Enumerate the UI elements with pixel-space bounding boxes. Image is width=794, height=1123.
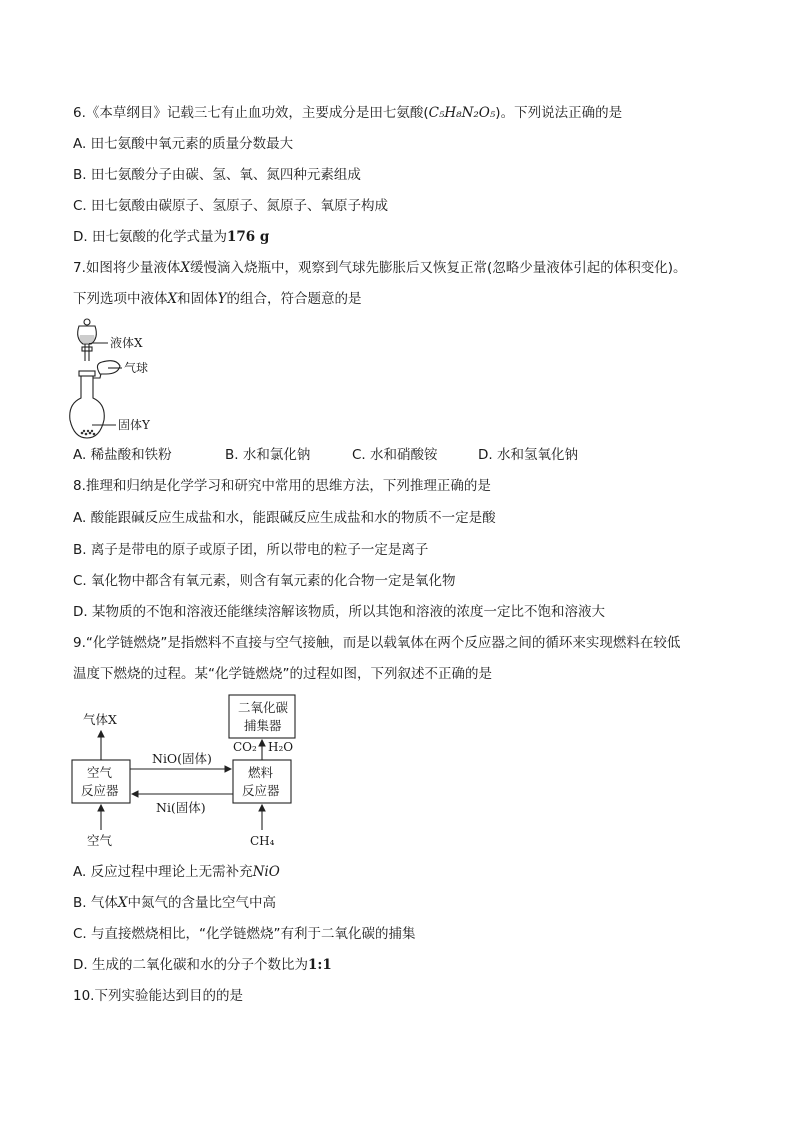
q8-option-d: D. 某物质的不饱和溶液还能继续溶解该物质，所以其饱和溶液的浓度一定比不饱和溶液大 <box>73 604 605 620</box>
q9-option-b-text: 中氮气的含量比空气中高 <box>127 895 276 911</box>
balloon <box>97 361 120 374</box>
q6-formula: C₅H₈N₂O₅ <box>428 105 496 121</box>
q9-option-b-text: B. 气体 <box>73 895 118 911</box>
q7-stem-part: 的组合，符合题意的是 <box>226 291 362 307</box>
q9-option-a <box>73 862 280 882</box>
q7-stem-line2 <box>73 289 362 309</box>
q7-var-x: X <box>180 260 191 276</box>
label-ch4: CH₄ <box>250 834 275 848</box>
flask-stopper <box>79 371 95 376</box>
q6-option-d-text: D. 田七氨酸的化学式量为 <box>73 229 227 245</box>
label-ni: Ni(固体) <box>156 800 206 815</box>
label-co2: CO₂ <box>233 740 257 754</box>
q9-formula-nio: NiO <box>252 864 280 880</box>
q8-option-c: C. 氧化物中都含有氧元素，则含有氧元素的化合物一定是氧化物 <box>73 573 456 589</box>
label-balloon: 气球 <box>124 361 149 375</box>
label-capture-1: 二氧化碳 <box>238 700 289 715</box>
q9-stem-line2: 温度下燃烧的过程。某“化学链燃烧”的过程如图，下列叙述不正确的是 <box>73 666 492 682</box>
flask-body <box>70 376 105 438</box>
funnel-stopcock <box>82 347 92 351</box>
label-gas-x: 气体X <box>83 712 117 727</box>
q7-stem-part: 和固体 <box>177 291 218 307</box>
q7-option-d: D. 水和氢氧化钠 <box>478 447 578 463</box>
q6-molar-mass: 176 g <box>226 229 270 245</box>
q7-stem-part: 7.如图将少量液体 <box>73 260 181 276</box>
q10-stem: 10.下列实验能达到目的的是 <box>73 988 243 1004</box>
funnel-stopper <box>84 319 90 325</box>
q7-stem-part: 缓慢滴入烧瓶中，观察到气球先膨胀后又恢复正常(忽略少量液体引起的体积变化)。 <box>190 260 687 276</box>
q9-option-c: C. 与直接燃烧相比，“化学链燃烧”有利于二氧化碳的捕集 <box>73 926 416 942</box>
solid-y-particles <box>81 430 96 436</box>
q8-option-a: A. 酸能跟碱反应生成盐和水，能跟碱反应生成盐和水的物质不一定是酸 <box>73 510 496 526</box>
q9-chemical-looping-diagram <box>70 690 310 850</box>
fuel-reactor-label-2: 反应器 <box>242 783 280 798</box>
q9-option-a-text: A. 反应过程中理论上无需补充 <box>73 864 253 880</box>
label-liquid-x: 液体X <box>110 336 143 350</box>
q7-flask-figure <box>64 316 184 441</box>
q6-option-b: B. 田七氨酸分子由碳、氢、氧、氮四种元素组成 <box>73 167 361 183</box>
q6-option-a: A. 田七氨酸中氧元素的质量分数最大 <box>73 136 294 152</box>
q9-option-d-text: D. 生成的二氧化碳和水的分子个数比为 <box>73 957 308 973</box>
q6-stem-suffix: )。下列说法正确的是 <box>495 105 623 121</box>
q9-var-x: X <box>117 895 128 911</box>
label-capture-2: 捕集器 <box>244 718 282 733</box>
q7-var-y: Y <box>217 291 227 307</box>
q7-stem-part: 下列选项中液体 <box>73 291 168 307</box>
label-solid-y: 固体Y <box>118 418 150 432</box>
q9-stem-line1: 9.“化学链燃烧”是指燃料不直接与空气接触，而是以载氧体在两个反应器之间的循环来实现燃料在较低 <box>73 635 681 651</box>
q7-var-x: X <box>167 291 178 307</box>
q6-stem <box>73 103 622 123</box>
q6-stem-text: 6.《本草纲目》记载三七有止血功效，主要成分是田七氨酸( <box>73 105 429 121</box>
label-nio: NiO(固体) <box>152 751 212 766</box>
q7-option-c: C. 水和硝酸铵 <box>352 447 438 463</box>
label-h2o: H₂O <box>268 740 294 754</box>
q9-option-d <box>73 955 332 975</box>
q7-stem-line1 <box>73 258 687 278</box>
q6-option-d <box>73 227 269 247</box>
q9-option-b <box>73 893 276 913</box>
q6-option-c: C. 田七氨酸由碳原子、氢原子、氮原子、氧原子构成 <box>73 198 389 214</box>
q8-option-b: B. 离子是带电的原子或原子团，所以带电的粒子一定是离子 <box>73 542 429 558</box>
fuel-reactor-label-1: 燃料 <box>248 765 274 780</box>
q8-stem: 8.推理和归纳是化学学习和研究中常用的思维方法，下列推理正确的是 <box>73 478 491 494</box>
air-reactor-label-2: 反应器 <box>81 783 119 798</box>
q7-option-a: A. 稀盐酸和铁粉 <box>73 447 172 463</box>
air-reactor-label-1: 空气 <box>87 765 113 780</box>
q7-option-b: B. 水和氯化钠 <box>225 447 311 463</box>
label-air: 空气 <box>87 833 113 848</box>
q9-ratio: 1:1 <box>307 957 332 973</box>
